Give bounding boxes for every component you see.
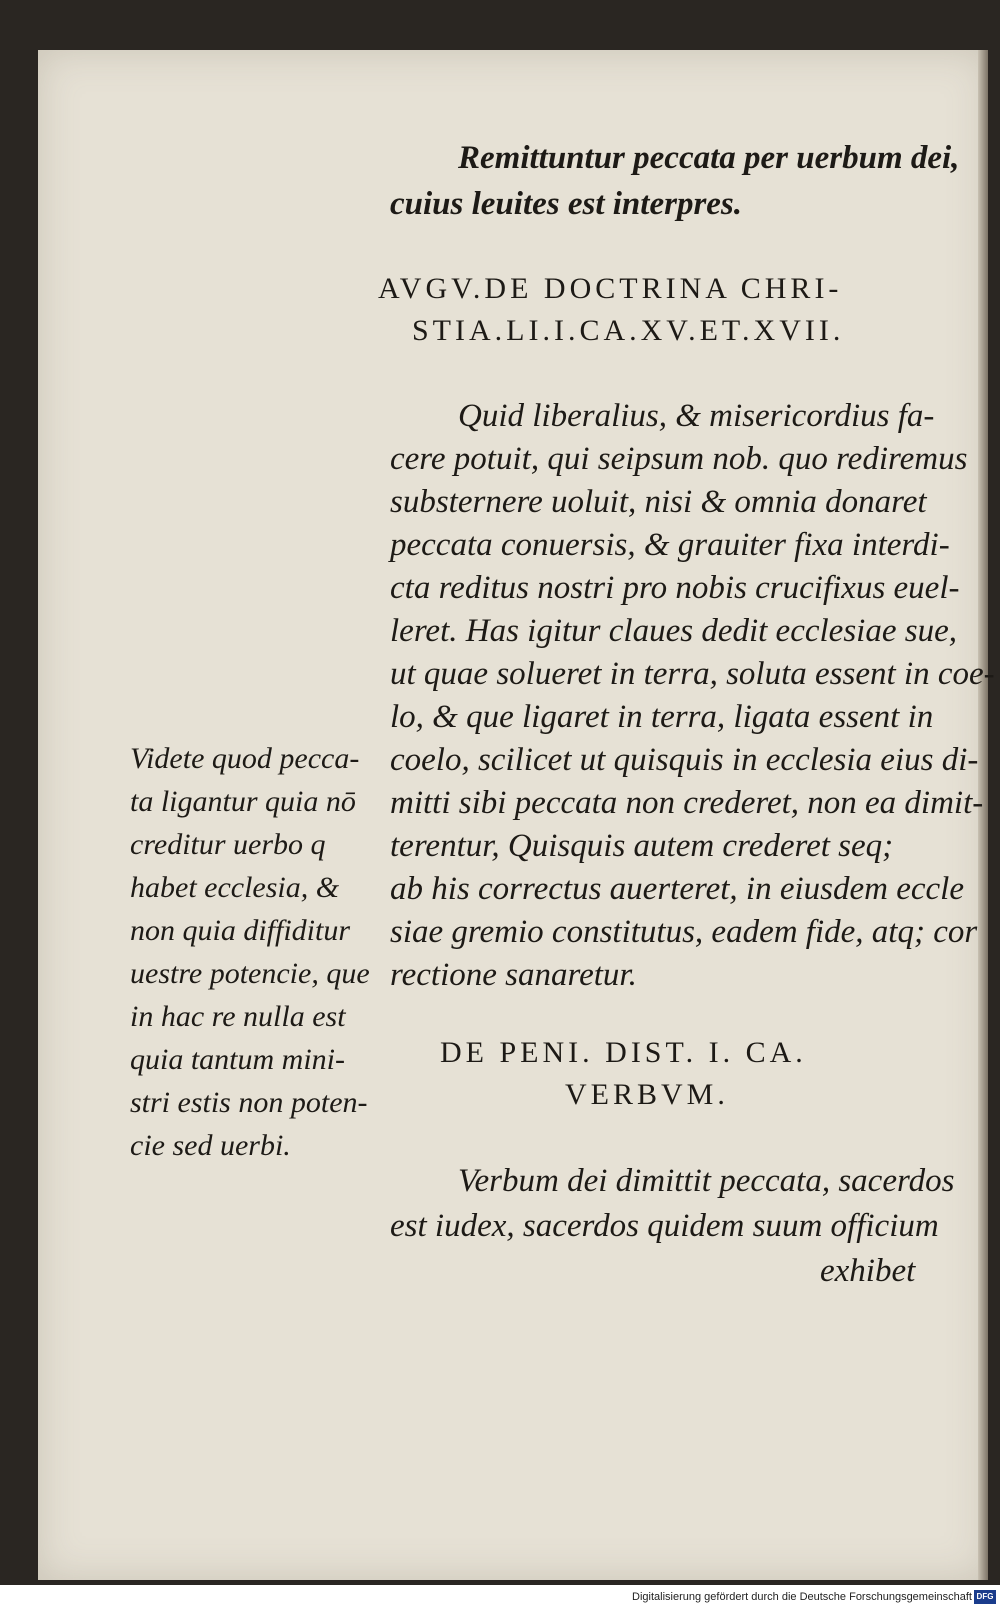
body1-line-12: ab his correctus auerteret, in eiusdem eccle [390,871,964,907]
body1-line-1: Quid liberalius, & misericordius fa- [458,398,935,434]
section1-title-line-2: STIA.LI.I.CA.XV.ET.XVII. [412,314,845,347]
margin-note-line-2: ta ligantur quia nō [130,785,356,818]
body1-line-10: mitti sibi peccata non crederet, non ea dimit- [390,785,984,821]
body1-line-2: cere potuit, qui seipsum nob. quo rediremus [390,441,968,477]
margin-note-line-10: cie sed uerbi. [130,1129,291,1162]
section1-title-line-1: AVGV.DE DOCTRINA CHRI- [378,272,843,305]
dfg-logo: DFG [974,1590,996,1604]
section2-title-line-1: DE PENI. DIST. I. CA. [440,1036,807,1069]
footer-credit: Digitalisierung gefördert durch die Deutsche Forschungsgemeinschaft [632,1591,972,1603]
body1-line-6: leret. Has igitur claues dedit ecclesiae sue, [390,613,957,649]
margin-note-line-8: quia tantum mini- [130,1043,345,1076]
body2-line-2: est iudex, sacerdos quidem suum officium [390,1208,939,1244]
margin-note-line-4: habet ecclesia, & [130,871,340,904]
body1-line-4: peccata conuersis, & grauiter fixa interdi- [390,527,950,563]
margin-note-line-3: creditur uerbo q [130,828,326,861]
heading-line-2: cuius leuites est interpres. [390,186,743,222]
margin-note-line-5: non quia diffiditur [130,914,351,947]
heading-line-1: Remittuntur peccata per uerbum dei, [458,140,960,176]
body2-line-1: Verbum dei dimittit peccata, sacerdos [458,1163,955,1199]
section2-title-line-2: VERBVM. [565,1078,729,1111]
body1-line-3: substernere uoluit, nisi & omnia donaret [390,484,927,520]
footer-bar [0,1585,1000,1607]
body1-line-13: siae gremio constitutus, eadem fide, atq; cor [390,914,978,950]
margin-note-line-7: in hac re nulla est [130,1000,346,1033]
body1-line-9: coelo, scilicet ut quisquis in ecclesia eius di- [390,742,979,778]
margin-note-line-6: uestre potencie, que [130,957,370,990]
body1-line-7: ut quae solueret in terra, soluta essent in coe- [390,656,995,692]
body1-line-5: cta reditus nostri pro nobis crucifixus euel- [390,570,960,606]
body1-line-8: lo, & que ligaret in terra, ligata essent in [390,699,934,735]
margin-note-line-1: Videte quod pecca- [130,742,360,775]
body1-line-11: terentur, Quisquis autem crederet seq; [390,828,894,864]
margin-note-line-9: stri estis non poten- [130,1086,368,1119]
body1-line-14: rectione sanaretur. [390,957,637,993]
body2-line-3: exhibet [820,1253,916,1289]
